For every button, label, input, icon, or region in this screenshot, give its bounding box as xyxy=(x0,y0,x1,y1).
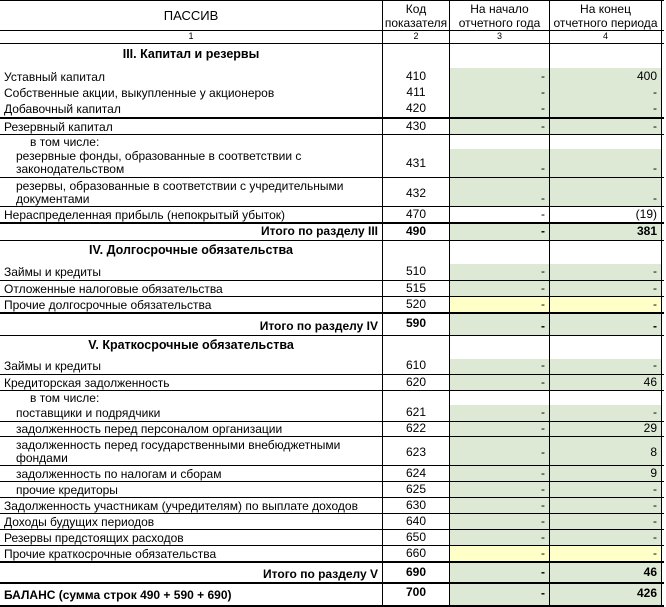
row-610-end: - xyxy=(653,358,657,372)
row-410-name: Уставный капитал xyxy=(4,70,105,84)
row-470-code: 470 xyxy=(405,207,427,221)
table-row-620 xyxy=(0,374,664,391)
row-590-start: - xyxy=(541,319,545,333)
row-431-start: - xyxy=(541,161,545,175)
row-621-code: 621 xyxy=(405,405,427,419)
row-623-code: 623 xyxy=(405,445,427,459)
row-650-name: Резервы предстоящих расходов xyxy=(4,531,184,545)
table-row-622 xyxy=(0,421,664,437)
row-510-end: - xyxy=(653,264,657,278)
row-650-end: - xyxy=(653,530,657,544)
table-row-625 xyxy=(0,481,664,498)
col-num-4: 4 xyxy=(602,31,608,41)
row-623-start: - xyxy=(541,445,545,459)
row-660-code: 660 xyxy=(405,546,427,560)
row-510-name: Займы и кредиты xyxy=(4,265,102,279)
row-411-name: Собственные акции, выкупленные у акционеров xyxy=(4,86,275,100)
row-623-name: задолженность перед государственными внебюджетными фондами xyxy=(16,438,341,465)
column-numbers-row xyxy=(0,30,664,44)
table-row-432 xyxy=(0,177,664,207)
table-row-430-note xyxy=(0,134,664,150)
row-625-end: - xyxy=(653,482,657,496)
row-630-start: - xyxy=(541,498,545,512)
row-520-name: Прочие долгосрочные обязательства xyxy=(4,298,212,312)
header-name: ПАССИВ xyxy=(163,8,219,23)
header-start-cell xyxy=(450,1,550,31)
table-row-660 xyxy=(0,545,664,562)
row-622-name: задолженность перед персоналом организации xyxy=(16,422,283,436)
table-row-621 xyxy=(0,405,664,421)
row-515-code: 515 xyxy=(405,281,427,295)
section-5-title: V. Краткосрочные обязательства xyxy=(88,338,294,352)
header-start-line2: отчетного года xyxy=(458,16,541,30)
row-621-start: - xyxy=(541,405,545,419)
row-510-start: - xyxy=(541,264,545,278)
row-430-note: в том числе: xyxy=(30,135,100,149)
row-624-name: задолженность по налогам и сборам xyxy=(16,467,222,481)
row-625-name: прочие кредиторы xyxy=(16,483,118,497)
row-410-code: 410 xyxy=(405,69,427,83)
row-700-start: - xyxy=(541,586,545,600)
row-470-start: - xyxy=(541,207,545,221)
table-row-623 xyxy=(0,436,664,466)
table-row-515 xyxy=(0,280,664,297)
table-row-690 xyxy=(0,561,664,583)
row-610-code: 610 xyxy=(405,358,427,372)
row-410-start: - xyxy=(541,69,545,83)
row-690-end: 46 xyxy=(643,565,657,579)
row-520-code: 520 xyxy=(405,297,427,311)
section-4-header xyxy=(0,239,664,264)
row-622-end: 29 xyxy=(643,421,657,435)
row-490-code: 490 xyxy=(405,224,427,238)
row-640-name: Доходы будущих периодов xyxy=(4,515,155,529)
row-430-start: - xyxy=(541,119,545,133)
row-411-end: - xyxy=(653,85,657,99)
row-590-code: 590 xyxy=(405,316,427,330)
section-4-title: IV. Долгосрочные обязательства xyxy=(89,243,293,257)
header-end-cell xyxy=(550,1,662,31)
row-490-end: 381 xyxy=(636,224,657,238)
row-432-code: 432 xyxy=(405,186,427,200)
row-630-code: 630 xyxy=(405,498,427,512)
row-700-code: 700 xyxy=(405,585,427,599)
table-row-420 xyxy=(0,101,664,117)
table-row-411 xyxy=(0,85,664,101)
header-code-line2: показателя xyxy=(384,16,448,30)
row-640-end: - xyxy=(653,514,657,528)
row-470-end: (19) xyxy=(635,207,657,221)
row-624-start: - xyxy=(541,466,545,480)
row-430-name: Резервный капитал xyxy=(4,120,113,134)
row-432-start: - xyxy=(541,191,545,205)
row-690-code: 690 xyxy=(405,565,427,579)
col-num-1: 1 xyxy=(188,31,194,41)
section-3-header xyxy=(0,43,664,68)
row-590-end: - xyxy=(653,319,657,333)
table-row-510 xyxy=(0,264,664,280)
row-622-start: - xyxy=(541,421,545,435)
row-411-code: 411 xyxy=(406,85,426,99)
row-624-code: 624 xyxy=(405,466,427,480)
row-623-end: 8 xyxy=(650,445,657,459)
table-row-620-note xyxy=(0,390,664,406)
row-515-start: - xyxy=(541,281,545,295)
row-700-end: 426 xyxy=(636,586,657,600)
row-490-start: - xyxy=(541,224,545,238)
row-620-code: 620 xyxy=(405,375,427,389)
row-432-name: резервы, образованные в соответствии с учредительными документами xyxy=(16,179,344,206)
header-start-line1: На начало xyxy=(470,2,529,16)
table-row-430 xyxy=(0,117,664,135)
row-430-code: 430 xyxy=(405,119,427,133)
row-650-code: 650 xyxy=(405,530,427,544)
table-row-624 xyxy=(0,465,664,482)
row-650-start: - xyxy=(541,530,545,544)
row-470-name: Нераспределенная прибыль (непокрытый убыток) xyxy=(4,208,286,222)
section-5-header xyxy=(0,334,664,359)
row-520-start: - xyxy=(541,297,545,311)
col-num-3: 3 xyxy=(496,31,502,41)
table-header xyxy=(0,0,664,31)
table-row-520 xyxy=(0,296,664,313)
row-621-name: поставщики и подрядчики xyxy=(16,406,161,420)
section-3-title: III. Капитал и резервы xyxy=(122,47,260,61)
table-row-630 xyxy=(0,497,664,514)
row-411-start: - xyxy=(541,85,545,99)
row-640-start: - xyxy=(541,514,545,528)
row-690-name: Итого по разделу V xyxy=(263,567,378,581)
row-520-end: - xyxy=(653,297,657,311)
row-630-end: - xyxy=(653,498,657,512)
row-630-name: Задолженность участникам (учредителям) по выплате доходов xyxy=(4,499,358,513)
row-420-end: - xyxy=(653,101,657,115)
row-620-note: в том числе: xyxy=(30,391,100,405)
row-624-end: 9 xyxy=(650,466,657,480)
row-515-end: - xyxy=(653,281,657,295)
row-625-code: 625 xyxy=(405,482,427,496)
row-430-end: - xyxy=(653,119,657,133)
row-420-name: Добавочный капитал xyxy=(4,102,121,116)
row-620-name: Кредиторская задолженность xyxy=(4,376,170,390)
table-row-700 xyxy=(0,582,664,607)
row-622-code: 622 xyxy=(405,421,427,435)
table-row-431 xyxy=(0,149,664,177)
row-420-start: - xyxy=(541,101,545,115)
row-410-end: 400 xyxy=(636,69,657,83)
row-610-start: - xyxy=(541,358,545,372)
row-620-start: - xyxy=(541,375,545,389)
row-431-end: - xyxy=(653,161,657,175)
table-row-590 xyxy=(0,312,664,336)
row-700-name: БАЛАНС (сумма строк 490 + 590 + 690) xyxy=(4,588,232,602)
header-end-line1: На конец xyxy=(580,2,631,16)
row-510-code: 510 xyxy=(405,264,427,278)
row-431-code: 431 xyxy=(405,156,427,170)
row-660-name: Прочие краткосрочные обязательства xyxy=(4,547,217,561)
header-code-cell xyxy=(382,1,450,31)
header-code-line1: Код xyxy=(405,2,427,16)
row-690-start: - xyxy=(541,565,545,579)
row-625-start: - xyxy=(541,482,545,496)
row-515-name: Отложенные налоговые обязательства xyxy=(4,282,223,296)
table-row-410 xyxy=(0,68,664,85)
row-490-name: Итого по разделу III xyxy=(261,224,378,238)
row-620-end: 46 xyxy=(643,375,657,389)
header-end-line2: отчетного периода xyxy=(553,16,658,30)
table-row-640 xyxy=(0,513,664,530)
row-621-end: - xyxy=(653,405,657,419)
col-num-2: 2 xyxy=(413,31,419,41)
header-name-cell xyxy=(0,1,382,31)
row-432-end: - xyxy=(653,191,657,205)
row-640-code: 640 xyxy=(405,514,427,528)
row-590-name: Итого по разделу IV xyxy=(259,319,378,333)
row-431-name: резервные фонды, образованные в соответствии с законодательством xyxy=(16,149,302,176)
row-660-end: - xyxy=(653,546,657,560)
row-660-start: - xyxy=(541,546,545,560)
table-row-470 xyxy=(0,206,664,223)
table-row-610 xyxy=(0,359,664,374)
table-row-650 xyxy=(0,529,664,546)
row-610-name: Займы и кредиты xyxy=(4,359,102,373)
row-420-code: 420 xyxy=(405,101,427,115)
